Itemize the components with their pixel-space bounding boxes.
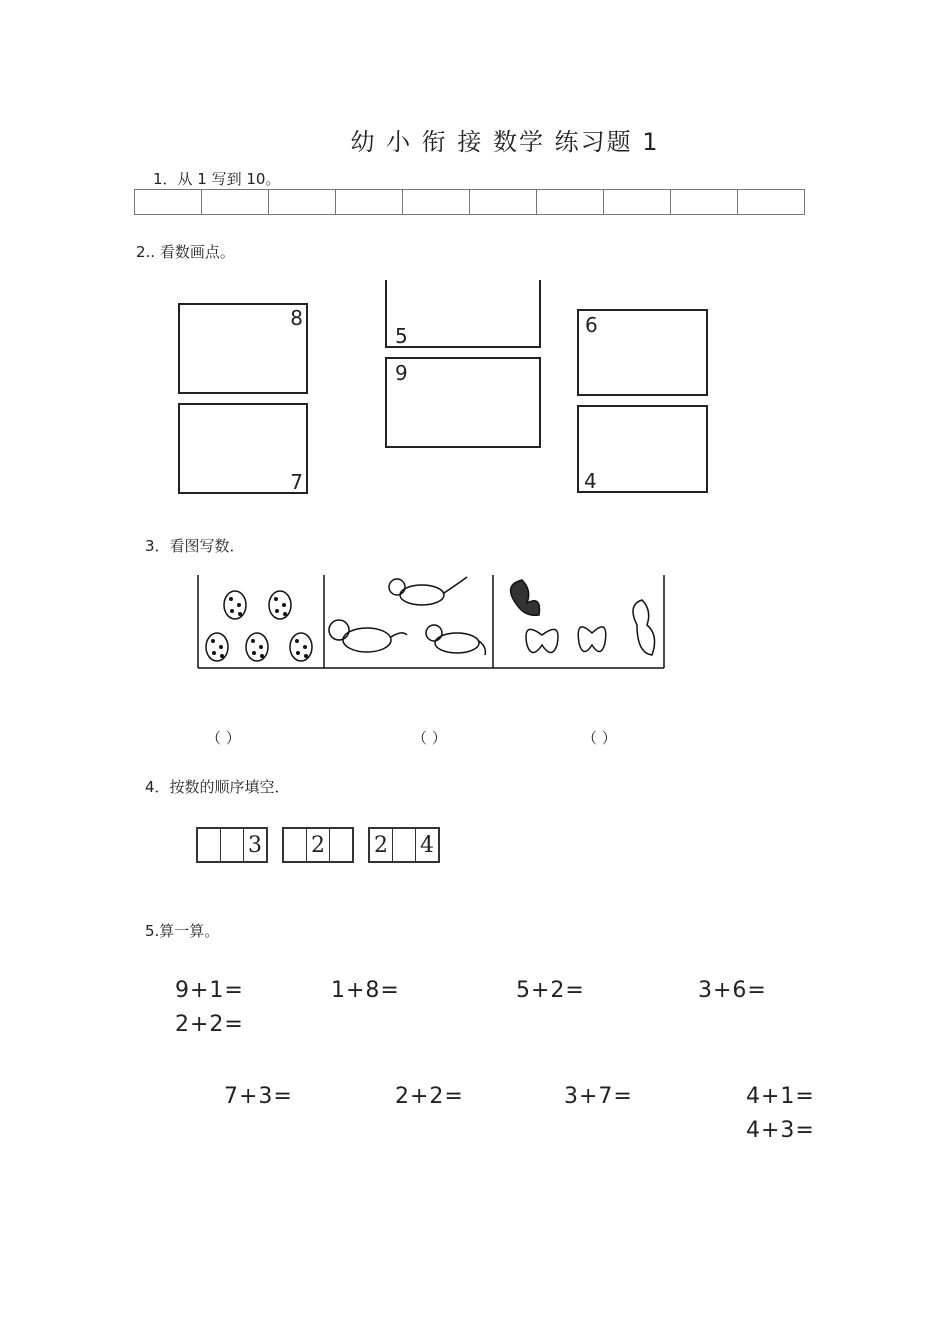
sequence-cell[interactable]: 4 (420, 833, 434, 858)
answer-paren[interactable]: （ ） (412, 729, 447, 747)
write-cell[interactable] (336, 190, 403, 215)
dot-box[interactable] (577, 405, 708, 493)
equation: 3+7= (564, 1084, 633, 1109)
equation: 5+2= (516, 978, 585, 1003)
dot-box[interactable] (178, 303, 308, 394)
write-cell[interactable] (202, 190, 269, 215)
dot-box[interactable] (385, 280, 541, 348)
question-3-label: 3．看图写数． (145, 537, 245, 555)
ladybug-icon (206, 591, 312, 661)
sequence-group (282, 827, 354, 863)
write-cell[interactable] (738, 190, 805, 215)
dot-box[interactable] (577, 309, 708, 396)
picture-strip (197, 575, 665, 669)
write-cell[interactable] (403, 190, 470, 215)
equation: 3+6= (698, 978, 767, 1003)
sequence-group (196, 827, 268, 863)
box-number: 8 (290, 306, 303, 330)
write-cell[interactable] (135, 190, 202, 215)
question-1-label: 1．从 1 写到 10。 (153, 170, 281, 188)
equation: 1+8= (331, 978, 400, 1003)
sequence-cell[interactable] (393, 829, 416, 861)
write-cell[interactable] (537, 190, 604, 215)
write-cell[interactable] (604, 190, 671, 215)
equation: 2+2= (395, 1084, 464, 1109)
box-number: 9 (395, 361, 408, 385)
equation: 4+1= (746, 1084, 815, 1109)
answer-paren[interactable]: （ ） (206, 729, 241, 747)
cat-icon (329, 577, 485, 655)
question-5-label: 5.算一算。 (145, 922, 220, 940)
equation: 2+2= (175, 1012, 244, 1037)
sequence-cell[interactable] (330, 829, 352, 861)
sequence-cell[interactable]: 2 (307, 829, 330, 861)
dot-box[interactable] (178, 403, 308, 494)
write-grid (134, 189, 805, 215)
butterfly-icon (511, 580, 655, 655)
sequence-cell[interactable]: 3 (248, 833, 262, 858)
write-cell[interactable] (671, 190, 738, 215)
dot-box[interactable] (385, 357, 541, 448)
sequence-cell[interactable] (284, 829, 307, 861)
sequence-cell[interactable]: 2 (370, 829, 393, 861)
equation: 7+3= (224, 1084, 293, 1109)
equation: 4+3= (746, 1118, 815, 1143)
page-title: 幼 小 衔 接 数学 练习题 1 (350, 128, 660, 156)
box-number: 6 (585, 313, 598, 337)
box-number: 5 (395, 324, 408, 348)
sequence-group (368, 827, 440, 863)
box-number: 7 (290, 470, 303, 494)
sequence-cell[interactable] (198, 829, 221, 861)
answer-paren[interactable]: （ ） (582, 729, 617, 747)
sequence-cell[interactable] (221, 829, 244, 861)
write-cell[interactable] (470, 190, 537, 215)
equation: 9+1= (175, 978, 244, 1003)
question-4-label: 4．按数的顺序填空． (145, 778, 290, 796)
write-cell[interactable] (269, 190, 336, 215)
box-number: 4 (584, 469, 597, 493)
question-2-label: 2.. 看数画点。 (136, 243, 235, 261)
